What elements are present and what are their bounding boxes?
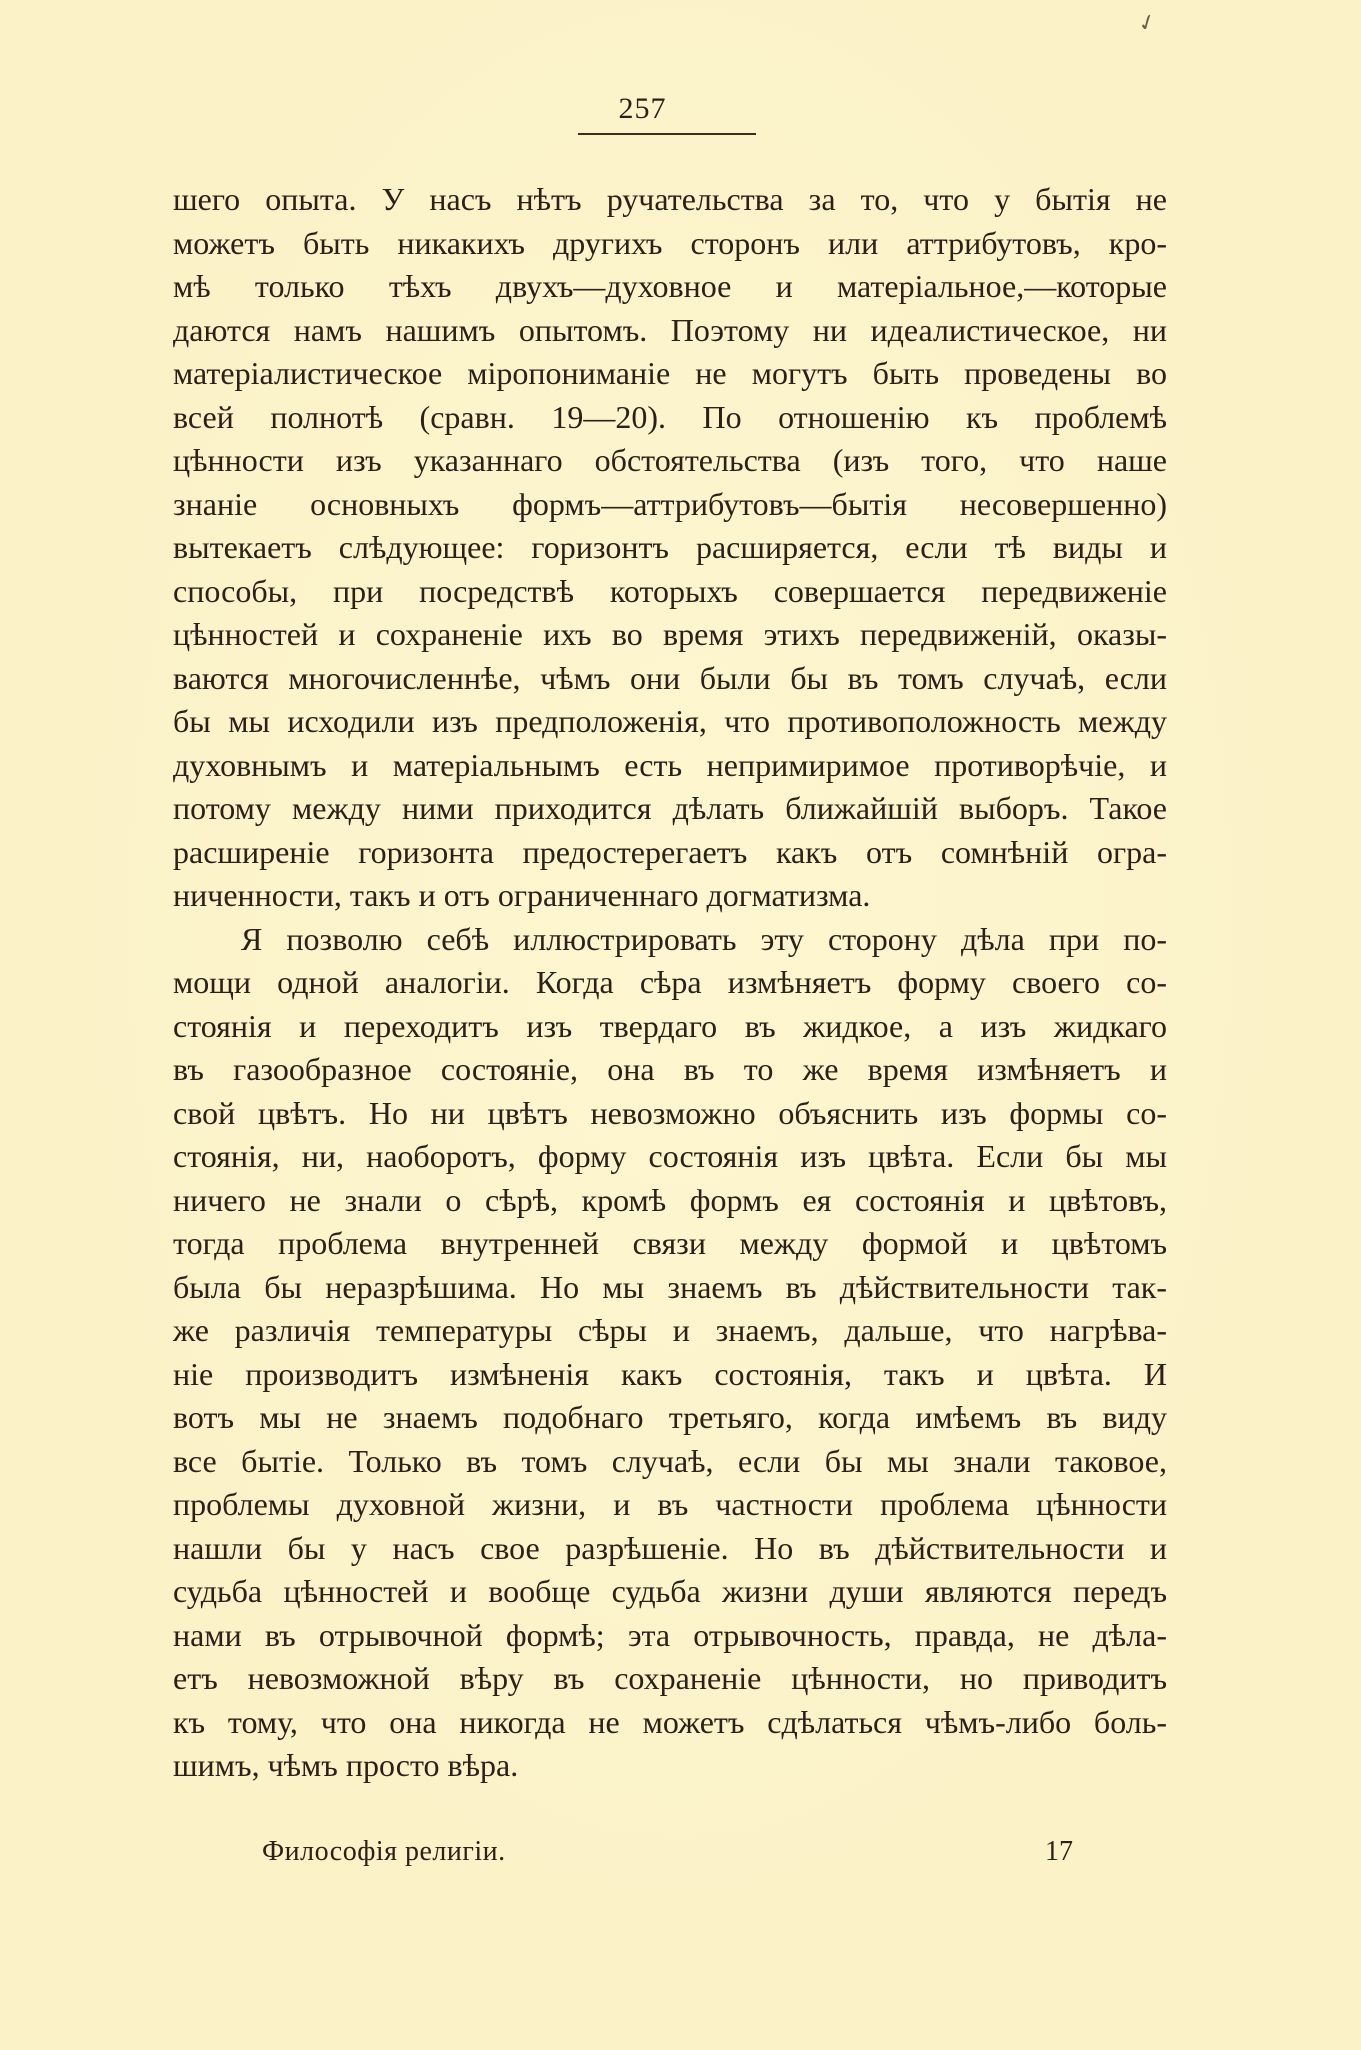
page-number-text: 257 [618,92,667,125]
text-line: мѣ только тѣхъ двухъ—духовное и матеріальное,—которые [173,268,1167,304]
paragraph-end-line: шимъ, чѣмъ просто вѣра. [173,1747,519,1783]
text-line: расширеніе горизонта предостерегаетъ какъ отъ сомнѣній огра- [173,833,1167,870]
text-line: ваются многочисленнѣе, чѣмъ они были бы въ томъ случаѣ, если [173,659,1167,696]
header-rule [578,133,756,135]
text-line: все бытіе. Только въ томъ случаѣ, если бы мы знали таковое, [173,1442,1167,1479]
text-line: стоянія и переходитъ изъ твердаго въ жидкое, а изъ жидкаго [173,1007,1167,1044]
text-line: тогда проблема внутренней связи между формой и цвѣтомъ [173,1225,1167,1261]
text-line: мощи одной аналогіи. Когда сѣра измѣняетъ форму своего со- [173,964,1167,1000]
footer-signature-mark: 17 [1045,1836,1073,1867]
text-line: даются намъ нашимъ опытомъ. Поэтому ни идеалистическое, ни [173,311,1167,348]
text-line: способы, при посредствѣ которыхъ совершается передвиженіе [173,572,1167,609]
corner-pencil-mark: ✓ [1134,7,1160,38]
text-line: вотъ мы не знаемъ подобнаго третьяго, когда имѣемъ въ виду [173,1399,1167,1435]
text-line: духовнымъ и матеріальнымъ есть непримиримое противорѣчіе, и [173,746,1167,783]
text-line: цѣнностей и сохраненіе ихъ во время этихъ передвиженій, оказы- [173,616,1167,652]
paragraph-start-line: Я позволю себѣ иллюстрировать эту сторону дѣла при по- [241,920,1167,957]
text-line: стоянія, ни, наоборотъ, форму состоянія изъ цвѣта. Если бы мы [173,1138,1167,1174]
text-line: въ газообразное состояніе, она въ то же время измѣняетъ и [173,1051,1167,1087]
text-line: цѣнности изъ указаннаго обстоятельства (изъ того, что наше [173,442,1167,478]
text-line: нашли бы у насъ свое разрѣшеніе. Но въ дѣйствительности и [173,1529,1167,1566]
paragraph-end-line: ниченности, такъ и отъ ограниченнаго догматизма. [173,877,871,913]
text-line: ничего не знали о сѣрѣ, кромѣ формъ ея состоянія и цвѣтовъ, [173,1181,1167,1218]
text-line: всей полнотѣ (сравн. 19—20). По отношенію къ проблемѣ [173,398,1167,435]
page-number [0,92,1361,126]
text-line: къ тому, что она никогда не можетъ сдѣлаться чѣмъ-либо боль- [173,1703,1167,1740]
footer-book-title: Философія религіи. [262,1836,506,1867]
text-line: етъ невозможной вѣру въ сохраненіе цѣнности, но приводитъ [173,1660,1167,1696]
text-line: ніе производитъ измѣненія какъ состоянія, такъ и цвѣта. И [173,1355,1167,1392]
text-line: шего опыта. У насъ нѣтъ ручательства за то, что у бытія не [173,181,1167,217]
text-line: потому между ними приходится дѣлать ближайшій выборъ. Такое [173,790,1167,826]
text-line: знаніе основныхъ формъ—аттрибутовъ—бытія несовершенно) [173,485,1167,522]
text-line: проблемы духовной жизни, и въ частности проблема цѣнности [173,1486,1167,1522]
text-line: бы мы исходили изъ предположенія, что противоположность между [173,703,1167,739]
text-line: была бы неразрѣшима. Но мы знаемъ въ дѣйствительности так- [173,1268,1167,1305]
text-line: нами въ отрывочной формѣ; эта отрывочность, правда, не дѣла- [173,1616,1167,1653]
body-text [173,178,1167,1788]
text-line: свой цвѣтъ. Но ни цвѣтъ невозможно объяснить изъ формы со- [173,1094,1167,1131]
text-line: же различія температуры сѣры и знаемъ, дальше, что нагрѣва- [173,1312,1167,1348]
text-line: матеріалистическое міропониманіе не могутъ быть проведены во [173,355,1167,391]
text-line: вытекаетъ слѣдующее: горизонтъ расширяется, если тѣ виды и [173,529,1167,565]
text-line: можетъ быть никакихъ другихъ сторонъ или аттрибутовъ, кро- [173,224,1167,261]
text-line: судьба цѣнностей и вообще судьба жизни души являются передъ [173,1573,1167,1609]
